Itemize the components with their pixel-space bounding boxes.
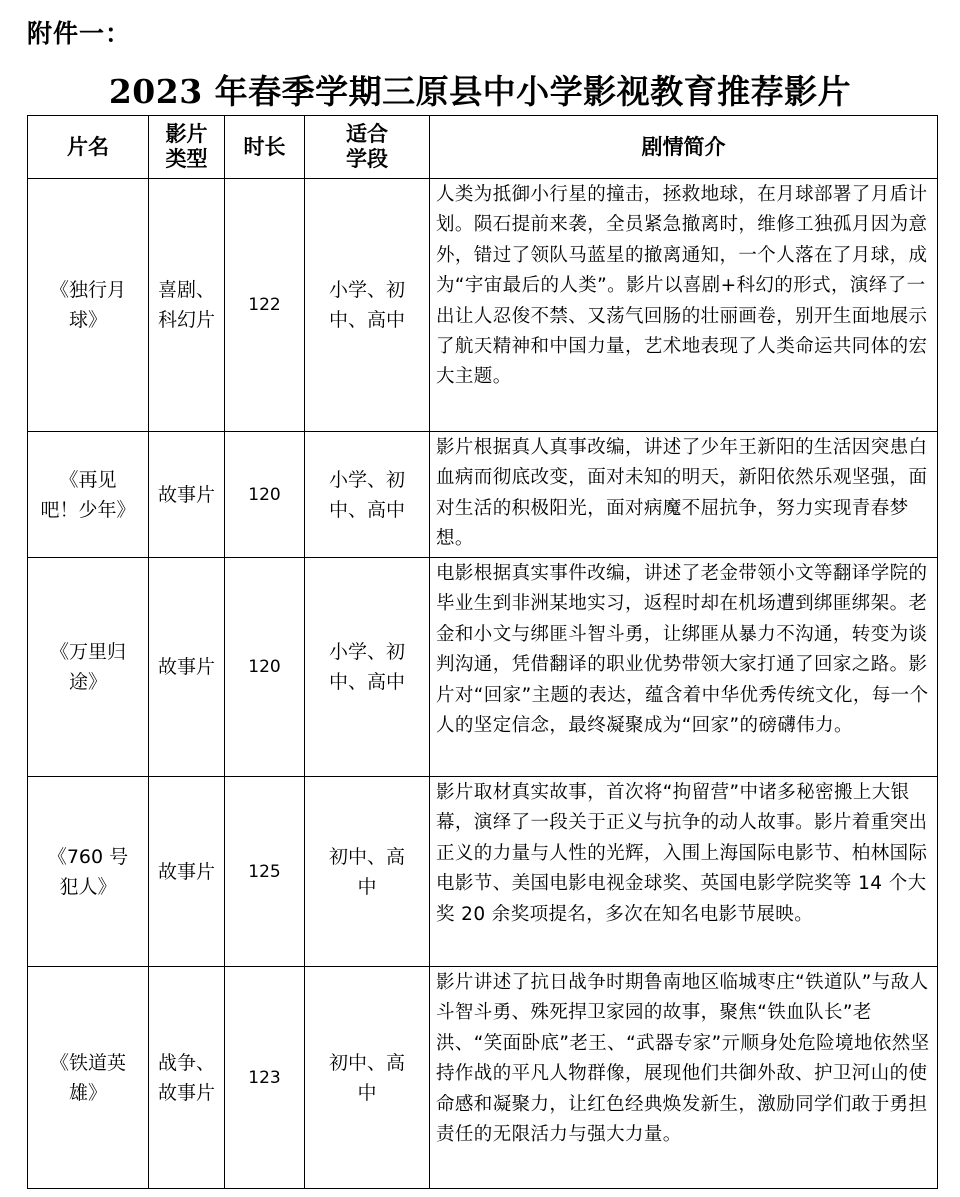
stage-cell: [305, 179, 430, 432]
stage-cell: [305, 432, 430, 558]
attachment-label: 附件一：: [27, 19, 132, 48]
film-type-cell: 故事片: [149, 777, 225, 967]
film-name-line1: 《独行月: [49, 279, 126, 301]
film-type-cell: 故事片: [149, 558, 225, 777]
header-film-type: [149, 116, 225, 179]
film-type-cell: 故事片: [149, 432, 225, 558]
table-row: [28, 967, 938, 1189]
duration-cell: 122: [225, 179, 305, 432]
film-name-line1: 《760 号: [47, 845, 129, 868]
synopsis-cell: 电影根据真实事件改编，讲述了老金带领小文等翻译学院的毕业生到非洲某地实习，返程时却在机场遭到绑匪绑架。老金和小文与绑匪斗智斗勇，让绑匪从暴力不沟通，转变为谈判沟通，凭借翻译的职业优势带领大家打通了回家之路。影片对“回家”主题的表达，蕴含着中华优秀传统文化，每一个人的坚定信念，最终凝聚成为“回家”的磅礴伟力。: [430, 558, 938, 777]
duration-cell: 123: [225, 967, 305, 1189]
film-type-line2: 科幻片: [157, 309, 215, 331]
stage-line1: 小学、初: [328, 279, 405, 301]
stage-line2: 中: [357, 875, 377, 898]
stage-line1: 初中、高: [328, 1051, 405, 1074]
film-name-cell: [28, 432, 149, 558]
synopsis-cell: 人类为抵御小行星的撞击，拯救地球，在月球部署了月盾计划。陨石提前来袭，全员紧急撤离时，维修工独孤月因为意外，错过了领队马蓝星的撤离通知，一个人落在了月球，成为“宇宙最后的人类”。影片以喜剧+科幻的形式，演绎了一出让人忍俊不禁、又荡气回肠的壮丽画卷，别开生面地展示了航天精神和中国力量，艺术地表现了人类命运共同体的宏大主题。: [430, 179, 938, 432]
stage-cell: [305, 777, 430, 967]
table-row: [28, 777, 938, 967]
duration-cell: 120: [225, 432, 305, 558]
film-type-cell: [149, 179, 225, 432]
header-film-name: 片名: [28, 116, 149, 179]
stage-cell: [305, 967, 430, 1189]
synopsis-cell: 影片取材真实故事，首次将“拘留营”中诸多秘密搬上大银幕，演绎了一段关于正义与抗争的动人故事。影片着重突出正义的力量与人性的光辉，入围上海国际电影节、柏林国际电影节、美国电影电视金球奖、英国电影学院奖等 14 个大奖 20 余奖项提名，多次在知名电影节展映。: [430, 777, 938, 967]
film-name-line1: 《再见: [59, 468, 117, 491]
film-name-cell: [28, 777, 149, 967]
film-name-line2: 球》: [68, 309, 107, 331]
header-stage-line2: 学段: [346, 147, 388, 171]
duration-cell: 125: [225, 777, 305, 967]
film-name-line1: 《万里归: [49, 641, 126, 663]
header-synopsis: 剧情简介: [430, 116, 938, 179]
table-row: [28, 558, 938, 777]
film-type-line1: 喜剧、: [157, 279, 215, 301]
film-type-cell: [149, 967, 225, 1189]
header-type-line1: 影片: [165, 122, 208, 146]
film-type-line1: 战争、: [157, 1051, 215, 1074]
stage-line2: 中、高中: [328, 309, 405, 331]
header-stage-line1: 适合: [346, 122, 388, 146]
film-name-line2: 犯人》: [59, 875, 117, 898]
film-name-cell: [28, 967, 149, 1189]
film-name-line2: 吧！少年》: [40, 498, 136, 521]
table-row: [28, 179, 938, 432]
stage-line1: 小学、初: [328, 468, 405, 491]
synopsis-cell: 影片根据真人真事改编，讲述了少年王新阳的生活因突患白血病而彻底改变，面对未知的明天，新阳依然乐观坚强，面对生活的积极阳光，面对病魔不屈抗争，努力实现青春梦想。: [430, 432, 938, 558]
header-row: [28, 116, 938, 179]
film-type-line2: 故事片: [157, 1081, 215, 1104]
film-table: [27, 115, 938, 1189]
stage-cell: [305, 558, 430, 777]
header-stage: [305, 116, 430, 179]
synopsis-cell: 影片讲述了抗日战争时期鲁南地区临城枣庄“铁道队”与敌人斗智斗勇、殊死捍卫家园的故事，聚焦“铁血队长”老洪、“笑面卧底”老王、“武器专家”亓顺身处危险境地依然坚持作战的平凡人物群像，展现他们共御外敌、护卫河山的使命感和凝聚力，让红色经典焕发新生，激励同学们敢于勇担责任的无限活力与强大力量。: [430, 967, 938, 1189]
stage-line2: 中: [357, 1081, 377, 1104]
header-type-line2: 类型: [165, 147, 208, 171]
stage-line2: 中、高中: [328, 671, 405, 693]
film-name-cell: [28, 179, 149, 432]
film-name-line2: 途》: [68, 671, 107, 693]
stage-line1: 初中、高: [328, 845, 405, 868]
stage-line2: 中、高中: [328, 498, 405, 521]
document-title: 2023 年春季学期三原县中小学影视教育推荐影片: [108, 72, 852, 111]
header-duration: 时长: [225, 116, 305, 179]
stage-line1: 小学、初: [328, 641, 405, 663]
film-name-line1: 《铁道英: [49, 1051, 126, 1074]
film-name-line2: 雄》: [68, 1081, 107, 1104]
duration-cell: 120: [225, 558, 305, 777]
film-name-cell: [28, 558, 149, 777]
table-row: [28, 432, 938, 558]
